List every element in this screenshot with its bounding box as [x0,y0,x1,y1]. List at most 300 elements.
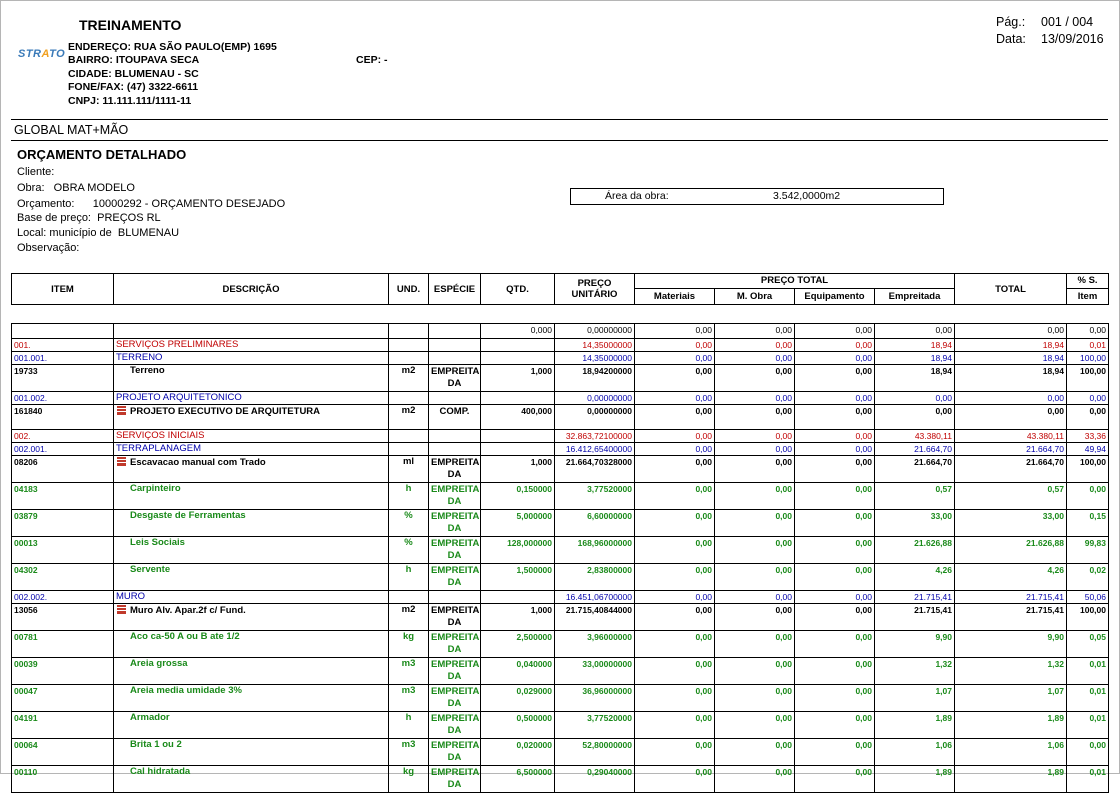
cell-mobra: 0,00 [715,658,795,685]
company-name: TREINAMENTO [79,17,182,33]
cell-item: 00013 [12,537,114,564]
table-row [12,324,1109,339]
cell-item: 001.002. [12,392,114,405]
cell-descricao-text: Brita 1 ou 2 [130,739,182,750]
cell-descricao-text: Servente [130,564,171,575]
cell-und: % [389,510,429,537]
cell-materiais: 0,00 [635,658,715,685]
cell-descricao-text: PROJETO ARQUITETONICO [116,392,242,403]
cell-preco-unitario: 21.715,40844000 [555,604,635,631]
cell-descricao [114,483,389,510]
cell-pct: 33,36 [1067,430,1109,443]
cell-item: 002.002. [12,591,114,604]
cell-qtd [481,591,555,604]
cell-empreitada: 0,57 [875,483,955,510]
cell-especie-line2: DA [447,752,462,763]
cell-total: 0,57 [955,483,1067,510]
cell-preco-unitario: 16.451,06700000 [555,591,635,604]
cell-especie-line2: DA [447,577,462,588]
cell-item: 001.001. [12,352,114,365]
cell-und: ml [389,456,429,483]
cell-preco-unitario: 3,77520000 [555,712,635,739]
cell-pct: 0,01 [1067,658,1109,685]
table-row [12,564,1109,591]
cell-total: 21.626,88 [955,537,1067,564]
composition-icon [117,457,126,466]
cell-especie [429,365,481,392]
cell-total: 1,07 [955,685,1067,712]
cell-qtd [481,352,555,365]
cell-pct: 0,02 [1067,564,1109,591]
cell-mobra: 0,00 [715,430,795,443]
strato-logo: STRATO [18,48,66,60]
cell-total: 1,32 [955,658,1067,685]
cell-total: 0,00 [955,324,1067,339]
cell-empreitada: 18,94 [875,339,955,352]
cell-mobra: 0,00 [715,766,795,793]
cell-preco-unitario: 3,77520000 [555,483,635,510]
cell-descricao [114,405,389,430]
table-row [12,658,1109,685]
obra-field: Obra: OBRA MODELO [17,182,135,194]
cell-und: m2 [389,604,429,631]
cell-und: h [389,712,429,739]
area-label: Área da obra: [605,190,669,202]
table-row [12,766,1109,793]
cell-materiais: 0,00 [635,483,715,510]
cell-especie [429,631,481,658]
table-row [12,510,1109,537]
cell-empreitada: 18,94 [875,352,955,365]
cell-materiais: 0,00 [635,712,715,739]
cell-pct: 100,00 [1067,365,1109,392]
cell-descricao-text: Aco ca-50 A ou B ate 1/2 [130,631,240,642]
cell-equipamento: 0,00 [795,456,875,483]
cell-und [389,443,429,456]
cell-descricao-text: TERRAPLANAGEM [116,443,201,454]
cell-qtd [481,443,555,456]
cell-descricao-text: Muro Alv. Apar.2f c/ Fund. [130,605,246,616]
cell-mobra: 0,00 [715,352,795,365]
cell-equipamento: 0,00 [795,537,875,564]
cell-especie-line2: DA [447,469,462,480]
cell-qtd: 6,500000 [481,766,555,793]
cell-qtd: 0,020000 [481,739,555,766]
cell-pct: 0,00 [1067,392,1109,405]
cell-empreitada: 0,00 [875,405,955,430]
cell-item: 04183 [12,483,114,510]
cell-descricao [114,365,389,392]
date-label: Data: [996,32,1026,46]
cell-equipamento: 0,00 [795,631,875,658]
observacao-field: Observação: [17,242,80,254]
cell-materiais: 0,00 [635,324,715,339]
composition-icon [117,406,126,415]
col-preco-total: PREÇO TOTAL [635,274,955,289]
cell-especie [429,564,481,591]
cell-descricao-text: Areia media umidade 3% [130,685,242,696]
cell-mobra: 0,00 [715,591,795,604]
cell-preco-unitario: 168,96000000 [555,537,635,564]
table-row [12,392,1109,405]
cell-especie-line2: DA [447,644,462,655]
cell-descricao-text: Areia grossa [130,658,188,669]
cell-und: m3 [389,739,429,766]
cell-descricao [114,430,389,443]
cell-especie [429,712,481,739]
cell-und: h [389,564,429,591]
cell-preco-unitario: 2,83800000 [555,564,635,591]
cell-especie-line1: EMPREITA [431,659,480,670]
cell-especie [429,591,481,604]
cell-empreitada: 21.664,70 [875,443,955,456]
cell-empreitada: 9,90 [875,631,955,658]
cell-especie [429,405,481,430]
cell-especie-line2: DA [447,671,462,682]
table-row [12,352,1109,365]
cell-descricao-text: Desgaste de Ferramentas [130,510,246,521]
cell-descricao-text: SERVIÇOS INICIAIS [116,430,205,441]
cell-pct: 100,00 [1067,456,1109,483]
cell-descricao [114,739,389,766]
cell-empreitada: 1,89 [875,712,955,739]
cell-especie [429,483,481,510]
cell-und [389,352,429,365]
cell-descricao-text: Leis Sociais [130,537,185,548]
cell-pct: 100,00 [1067,352,1109,365]
cell-equipamento: 0,00 [795,443,875,456]
cell-preco-unitario: 0,29040000 [555,766,635,793]
cell-total: 21.715,41 [955,591,1067,604]
base-preco-field: Base de preço: PREÇOS RL [17,212,161,224]
cell-empreitada: 21.626,88 [875,537,955,564]
cell-total: 21.664,70 [955,443,1067,456]
cell-especie-line2: DA [447,698,462,709]
cell-mobra: 0,00 [715,537,795,564]
cell-especie-line2: DA [447,617,462,628]
col-item: ITEM [12,274,114,305]
cell-total: 1,06 [955,739,1067,766]
cell-descricao [114,443,389,456]
cell-preco-unitario: 0,00000000 [555,392,635,405]
cell-descricao-text: TERRENO [116,352,163,363]
cell-und [389,591,429,604]
cell-equipamento: 0,00 [795,430,875,443]
cell-descricao [114,631,389,658]
cell-descricao [114,685,389,712]
report-title: ORÇAMENTO DETALHADO [17,147,187,162]
cell-mobra: 0,00 [715,483,795,510]
cell-especie-line1: EMPREITA [431,538,480,549]
cell-preco-unitario: 3,96000000 [555,631,635,658]
cell-descricao [114,324,389,339]
cell-especie-line2: DA [447,378,462,389]
cell-empreitada: 21.715,41 [875,591,955,604]
cell-descricao [114,564,389,591]
cell-mobra: 0,00 [715,365,795,392]
cell-preco-unitario: 14,35000000 [555,352,635,365]
cell-pct: 0,00 [1067,483,1109,510]
company-district: BAIRRO: ITOUPAVA SECA [68,54,200,66]
table-header [11,273,1109,305]
cell-mobra: 0,00 [715,392,795,405]
cell-total: 0,00 [955,392,1067,405]
cell-especie [429,739,481,766]
cell-total: 33,00 [955,510,1067,537]
composition-icon [117,605,126,614]
cell-mobra: 0,00 [715,339,795,352]
cell-descricao-text: PROJETO EXECUTIVO DE ARQUITETURA [130,406,321,417]
table-row [12,591,1109,604]
cell-preco-unitario: 16.412,65400000 [555,443,635,456]
cell-qtd: 1,000 [481,456,555,483]
cell-item: 08206 [12,456,114,483]
col-preco-unitario-2: UNITÁRIO [571,289,618,300]
cell-preco-unitario: 14,35000000 [555,339,635,352]
cell-especie-line1: EMPREITA [431,632,480,643]
cell-item: 00064 [12,739,114,766]
cell-preco-unitario: 52,80000000 [555,739,635,766]
cell-equipamento: 0,00 [795,392,875,405]
cell-und: kg [389,766,429,793]
cell-qtd: 2,500000 [481,631,555,658]
cell-mobra: 0,00 [715,685,795,712]
col-equipamento: Equipamento [795,288,875,304]
cell-especie [429,604,481,631]
cell-especie [429,430,481,443]
company-cnpj: CNPJ: 11.111.111/1111-11 [68,95,192,107]
cell-empreitada: 33,00 [875,510,955,537]
cell-descricao [114,537,389,564]
cell-descricao [114,339,389,352]
cell-especie-line1: EMPREITA [431,457,480,468]
cell-empreitada: 1,32 [875,658,955,685]
company-address: ENDEREÇO: RUA SÃO PAULO(EMP) 1695 [68,41,277,53]
cell-descricao [114,591,389,604]
cell-materiais: 0,00 [635,510,715,537]
cell-equipamento: 0,00 [795,483,875,510]
cell-empreitada: 1,89 [875,766,955,793]
divider [11,140,1108,141]
cell-und: kg [389,631,429,658]
cell-especie [429,352,481,365]
cell-empreitada: 1,07 [875,685,955,712]
cell-equipamento: 0,00 [795,510,875,537]
table-row [12,443,1109,456]
table-row [12,483,1109,510]
cell-materiais: 0,00 [635,537,715,564]
cell-total: 1,89 [955,712,1067,739]
cell-pct: 0,01 [1067,766,1109,793]
cell-pct: 99,83 [1067,537,1109,564]
company-phone: FONE/FAX: (47) 3322-6611 [68,81,199,93]
cell-qtd: 0,040000 [481,658,555,685]
cell-pct: 100,00 [1067,604,1109,631]
cell-item: 001. [12,339,114,352]
cell-especie-line1: EMPREITA [431,713,480,724]
cell-item: 002.001. [12,443,114,456]
cell-item: 03879 [12,510,114,537]
cell-equipamento: 0,00 [795,739,875,766]
cell-empreitada: 0,00 [875,392,955,405]
col-pct-2: Item [1067,288,1109,304]
cell-qtd: 0,000 [481,324,555,339]
cell-descricao [114,658,389,685]
cell-especie [429,443,481,456]
cell-materiais: 0,00 [635,339,715,352]
cell-pct: 0,01 [1067,712,1109,739]
cell-qtd: 5,000000 [481,510,555,537]
cell-und [389,430,429,443]
cell-und: m2 [389,365,429,392]
cell-qtd: 128,000000 [481,537,555,564]
cell-empreitada: 21.715,41 [875,604,955,631]
col-qtd: QTD. [481,274,555,305]
col-pct-1: % S. [1067,274,1109,289]
cell-equipamento: 0,00 [795,685,875,712]
report-date [996,32,1104,46]
cell-und: % [389,537,429,564]
table-row [12,430,1109,443]
cell-und: m3 [389,658,429,685]
cell-item: 19733 [12,365,114,392]
cell-item: 00110 [12,766,114,793]
cell-equipamento: 0,00 [795,658,875,685]
cell-mobra: 0,00 [715,324,795,339]
cell-materiais: 0,00 [635,456,715,483]
cell-especie [429,510,481,537]
cell-preco-unitario: 33,00000000 [555,658,635,685]
col-empreitada: Empreitada [875,288,955,304]
date-value: 13/09/2016 [1041,32,1104,46]
cell-descricao [114,456,389,483]
cell-especie-line1: EMPREITA [431,605,480,616]
cell-item: 00039 [12,658,114,685]
cell-pct: 0,05 [1067,631,1109,658]
cell-mobra: 0,00 [715,510,795,537]
cell-empreitada: 21.664,70 [875,456,955,483]
col-total: TOTAL [955,274,1067,305]
cell-especie [429,537,481,564]
cell-mobra: 0,00 [715,739,795,766]
cell-equipamento: 0,00 [795,604,875,631]
cell-item: 00047 [12,685,114,712]
cell-mobra: 0,00 [715,564,795,591]
cell-total: 21.715,41 [955,604,1067,631]
page-label: Pág.: [996,15,1026,29]
cell-empreitada: 4,26 [875,564,955,591]
cell-total: 9,90 [955,631,1067,658]
cell-materiais: 0,00 [635,392,715,405]
cell-pct: 0,00 [1067,405,1109,430]
col-preco-unitario-1: PREÇO [577,278,612,289]
budget-rows [12,324,1109,793]
cell-especie [429,766,481,793]
cell-pct: 50,06 [1067,591,1109,604]
cell-mobra: 0,00 [715,604,795,631]
cell-und [389,339,429,352]
cell-descricao [114,352,389,365]
cell-empreitada: 18,94 [875,365,955,392]
cell-pct: 0,01 [1067,685,1109,712]
cell-qtd: 1,000 [481,604,555,631]
cell-pct: 0,00 [1067,739,1109,766]
cell-pct: 0,15 [1067,510,1109,537]
cell-descricao [114,712,389,739]
cell-especie-line2: DA [447,550,462,561]
cell-pct: 49,94 [1067,443,1109,456]
cell-materiais: 0,00 [635,430,715,443]
cell-materiais: 0,00 [635,352,715,365]
cell-qtd: 0,500000 [481,712,555,739]
area-box [570,188,944,205]
cell-qtd [481,430,555,443]
cell-preco-unitario: 18,94200000 [555,365,635,392]
table-row [12,365,1109,392]
area-value: 3.542,0000m2 [773,190,841,202]
cell-equipamento: 0,00 [795,405,875,430]
cell-empreitada: 1,06 [875,739,955,766]
cell-total: 4,26 [955,564,1067,591]
cell-especie [429,685,481,712]
cell-equipamento: 0,00 [795,352,875,365]
table-row [12,456,1109,483]
company-cep: CEP: - [356,54,388,66]
cell-equipamento: 0,00 [795,712,875,739]
cell-total: 18,94 [955,339,1067,352]
table-row [12,604,1109,631]
cell-descricao-text: SERVIÇOS PRELIMINARES [116,339,239,350]
cell-equipamento: 0,00 [795,365,875,392]
cell-materiais: 0,00 [635,631,715,658]
cell-und [389,324,429,339]
cell-especie-line2: DA [447,725,462,736]
page-number [996,15,1094,29]
cell-especie-line2: DA [447,779,462,790]
cell-descricao-text: Terreno [130,365,165,376]
budget-table [11,323,1109,793]
table-row [12,405,1109,430]
cell-especie-line1: COMP. [439,406,470,417]
table-row [12,537,1109,564]
cell-especie-line1: EMPREITA [431,740,480,751]
cell-materiais: 0,00 [635,766,715,793]
table-row [12,712,1109,739]
cell-equipamento: 0,00 [795,564,875,591]
cell-total: 21.664,70 [955,456,1067,483]
cell-especie-line1: EMPREITA [431,484,480,495]
cell-pct: 0,01 [1067,339,1109,352]
table-row [12,631,1109,658]
cell-equipamento: 0,00 [795,591,875,604]
cell-empreitada: 0,00 [875,324,955,339]
cell-descricao-text: MURO [116,591,146,602]
cell-materiais: 0,00 [635,564,715,591]
cell-especie-line1: EMPREITA [431,767,480,778]
table-row [12,685,1109,712]
divider [11,119,1108,120]
cell-materiais: 0,00 [635,591,715,604]
cell-qtd: 0,029000 [481,685,555,712]
cell-mobra: 0,00 [715,456,795,483]
cell-und: m2 [389,405,429,430]
cell-descricao [114,604,389,631]
cell-preco-unitario: 6,60000000 [555,510,635,537]
cell-mobra: 0,00 [715,405,795,430]
cell-preco-unitario: 36,96000000 [555,685,635,712]
cell-equipamento: 0,00 [795,324,875,339]
cell-especie-line1: EMPREITA [431,565,480,576]
